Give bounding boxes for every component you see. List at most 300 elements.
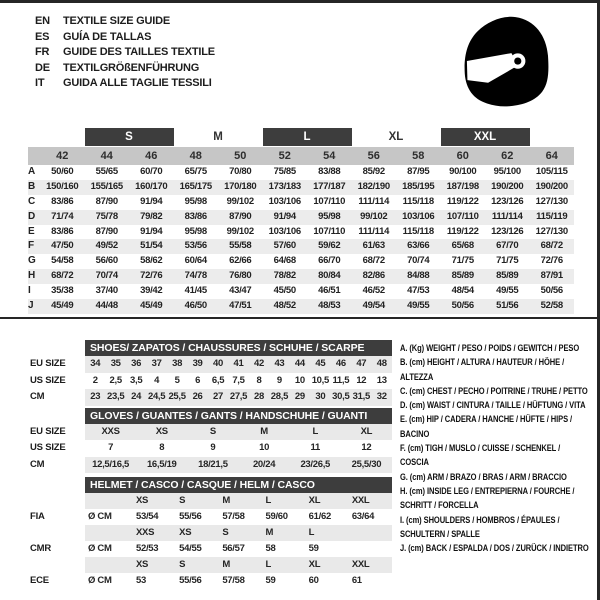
- language-row: [35, 45, 215, 61]
- helmet-size-label: XXL: [351, 495, 370, 506]
- measurement-value: 84/88: [407, 270, 430, 282]
- size-value: 39: [192, 358, 203, 369]
- measurement-value: 99/102: [226, 195, 254, 207]
- measurement-value: 115/118: [402, 225, 434, 237]
- size-value: 12: [361, 442, 372, 453]
- helmet-values: [85, 573, 392, 589]
- size-value: L: [312, 425, 318, 437]
- measurement-value: 173/183: [268, 180, 301, 192]
- legend-item-j: J. (cm) BACK / ESPALDA / DOS / ZURÜCK / INDIETRO: [400, 543, 589, 554]
- measurement-value: 111/114: [358, 195, 390, 207]
- measurement-value: 48/52: [273, 300, 296, 312]
- helmet-size-label: L: [308, 527, 315, 538]
- helmet-size-labels: [85, 557, 392, 573]
- measurement-value: 190/200: [491, 180, 524, 192]
- row-label: EU SIZE: [30, 425, 66, 437]
- helmet-size-label: M: [222, 559, 230, 570]
- measurement-value: 51/54: [140, 240, 163, 252]
- language-title: TEXTILGRÖßENFÜHRUNG: [63, 61, 200, 74]
- helmet-size-value: 52/53: [136, 543, 159, 554]
- measurement-value: 62/66: [229, 255, 252, 267]
- measurement-row-label: H: [28, 270, 36, 282]
- size-value: 11: [310, 442, 320, 453]
- helmet-size-value: 57/58: [222, 575, 245, 586]
- row-label: [30, 525, 85, 541]
- measurement-value: 54/58: [51, 255, 74, 267]
- size-value: 18/21,5: [198, 458, 228, 470]
- measurement-value: 72/76: [140, 270, 163, 282]
- size-value: 42: [253, 358, 264, 369]
- textile-row-b: [28, 180, 574, 195]
- measurement-value: 107/110: [313, 225, 346, 237]
- size-value: 26: [192, 391, 203, 402]
- helmet-size-value: 57/58: [222, 511, 245, 522]
- measurement-value: 95/98: [184, 195, 207, 207]
- measurement-value: 68/72: [51, 270, 74, 282]
- language-row: [35, 76, 215, 92]
- size-value: 23: [90, 391, 101, 402]
- measurement-value: 105/115: [535, 166, 568, 177]
- gloves-table-rows: [30, 424, 392, 474]
- measurement-value: 35/38: [51, 285, 74, 297]
- measurement-value: 78/82: [273, 270, 296, 282]
- measurement-value: 74/78: [184, 270, 207, 282]
- helmet-size-label: XS: [136, 495, 149, 506]
- helmet-size-value: 59: [265, 575, 276, 586]
- helmet-size-value: 55/56: [179, 575, 202, 586]
- measurement-value: 83/86: [51, 195, 74, 207]
- helmet-size-label: XXL: [351, 559, 370, 570]
- textile-row-j: [28, 299, 574, 314]
- measurement-value: 83/86: [51, 225, 74, 237]
- textile-row-i: [28, 284, 574, 299]
- language-code: FR: [35, 46, 50, 58]
- size-value: 43: [274, 358, 285, 369]
- textile-size-groups: [28, 128, 574, 146]
- diameter-unit-label: Ø CM: [88, 511, 112, 522]
- measurement-value: 50/56: [451, 300, 474, 312]
- textile-row-d: [28, 210, 574, 225]
- measurement-value: 79/82: [140, 210, 163, 222]
- size-value: 31,5: [352, 391, 370, 402]
- row-values: [85, 457, 392, 474]
- measurement-value: 99/102: [360, 210, 388, 222]
- helmet-size-label: XS: [136, 559, 149, 570]
- helmet-sizes-row: [30, 493, 392, 509]
- measurement-value: 55/58: [229, 240, 252, 252]
- size-value: 25,5: [168, 391, 186, 402]
- row-values: [85, 424, 392, 441]
- size-group-xxl: XXL: [441, 128, 530, 146]
- measurement-value: 49/54: [362, 300, 385, 312]
- size-value: 24: [131, 391, 142, 402]
- size-value: 28,5: [270, 391, 289, 402]
- language-title-list: [35, 14, 215, 92]
- textile-size-table: [28, 128, 574, 314]
- helmet-size-value: 55/56: [179, 511, 202, 522]
- measurement-value: 49/52: [95, 240, 118, 252]
- measurement-value: 155/165: [90, 180, 123, 192]
- row-label: US SIZE: [30, 442, 66, 453]
- helmet-table-rows: [30, 493, 392, 589]
- helmet-size-value: 61/62: [308, 511, 331, 522]
- measurement-value: 37/40: [95, 285, 118, 297]
- measurement-value: 39/42: [140, 285, 163, 297]
- measurement-value: 48/53: [318, 300, 341, 312]
- measurement-row-label: B: [28, 180, 36, 192]
- size-value: XS: [155, 425, 168, 437]
- size-table-row: [30, 373, 392, 390]
- measurement-value: 182/190: [357, 180, 390, 192]
- measurement-value: 95/98: [318, 210, 341, 222]
- unit-spacer: [85, 557, 133, 573]
- measurement-value: 85/89: [451, 270, 474, 282]
- numeric-size: 44: [100, 150, 113, 162]
- size-value: 12: [356, 374, 367, 386]
- measurement-value: 95/98: [184, 225, 207, 237]
- size-value: 40: [213, 358, 224, 369]
- measurement-row-label: F: [28, 240, 35, 252]
- measurement-value: 177/187: [313, 180, 346, 192]
- helmet-size-label: XL: [308, 559, 321, 570]
- measurement-row-label: E: [28, 225, 35, 237]
- size-value: 23/26,5: [300, 458, 331, 470]
- size-value: 9: [210, 442, 216, 453]
- size-table-row: [30, 356, 392, 373]
- measurement-value: 160/170: [135, 180, 168, 192]
- numeric-size: 48: [189, 150, 202, 162]
- standard-label: CMR: [30, 543, 52, 554]
- size-table-row: [30, 424, 392, 441]
- size-value: 35: [110, 358, 121, 369]
- helmet-sizes-row: [30, 557, 392, 573]
- size-value: XL: [360, 425, 373, 437]
- helmet-table-title: HELMET / CASCO / CASQUE / HELM / CASCO: [85, 477, 392, 493]
- size-value: 8: [256, 374, 262, 386]
- size-value: 30: [315, 391, 326, 402]
- measurement-row-label: J: [28, 300, 34, 312]
- measurement-value: 70/74: [407, 255, 430, 267]
- size-value: 7: [108, 442, 114, 453]
- helmet-size-label: M: [222, 495, 230, 506]
- measurement-value: 107/110: [446, 210, 479, 222]
- textile-row-f: [28, 239, 574, 254]
- measurement-value: 103/106: [268, 195, 301, 207]
- measurement-value: 47/51: [229, 300, 252, 312]
- measurement-value: 45/50: [273, 285, 296, 297]
- measurement-value: 165/175: [179, 180, 212, 192]
- size-value: 24,5: [147, 391, 166, 402]
- measurement-value: 76/80: [229, 270, 252, 282]
- row-label: [30, 493, 85, 509]
- language-row: [35, 14, 215, 30]
- measurement-value: 82/86: [362, 270, 385, 282]
- unit-spacer: [85, 493, 133, 509]
- measurement-value: 123/126: [491, 195, 524, 207]
- helmet-size-value: [349, 541, 392, 557]
- language-title: GUIDA ALLE TAGLIE TESSILI: [63, 77, 212, 89]
- measurement-value: 49/55: [496, 285, 519, 297]
- measurement-value: 127/130: [535, 195, 568, 207]
- measurement-value: 87/90: [95, 225, 118, 237]
- measurement-value: 68/72: [540, 240, 563, 252]
- helmet-size-labels: [85, 525, 392, 541]
- measurement-value: 71/75: [496, 255, 519, 267]
- measurement-value: 72/76: [540, 255, 563, 267]
- row-values: [85, 373, 392, 390]
- measurement-value: 111/114: [358, 225, 390, 237]
- helmet-standard-row: [30, 573, 392, 589]
- textile-row-h: [28, 269, 574, 284]
- accessory-size-tables: [30, 340, 392, 589]
- language-title: GUÍA DE TALLAS: [63, 30, 152, 43]
- legend-item-b: B. (cm) HEIGHT / ALTURA / HAUTEUR / HÖHE / ALTEZZA: [400, 357, 565, 382]
- measurement-value: 48/54: [451, 285, 474, 297]
- measurement-value: 61/63: [362, 240, 385, 252]
- size-value: 16,5/19: [146, 458, 177, 470]
- measurement-value: 65/68: [451, 240, 474, 252]
- numeric-size: 62: [501, 150, 514, 162]
- measurement-row-label: C: [28, 195, 36, 207]
- measurement-value: 99/102: [226, 225, 254, 237]
- helmet-size-value: 53: [136, 575, 146, 586]
- helmet-size-label: [349, 525, 392, 541]
- measurement-value: 115/119: [536, 210, 568, 222]
- standard-label: FIA: [30, 511, 45, 522]
- racing-helmet-icon: [448, 7, 560, 113]
- measurement-value: 80/84: [318, 270, 341, 282]
- size-value: 48: [376, 358, 387, 369]
- row-values: [85, 356, 392, 373]
- numeric-size: 56: [367, 150, 380, 162]
- helmet-size-value: 59: [308, 543, 319, 554]
- size-value: M: [260, 425, 268, 437]
- measurement-value: 83/88: [318, 166, 341, 177]
- measurement-value: 66/70: [318, 255, 341, 267]
- measurement-value: 85/89: [496, 270, 519, 282]
- measurement-value: 43/47: [229, 285, 252, 297]
- helmet-size-label: M: [265, 527, 274, 538]
- size-value: 46: [335, 358, 346, 369]
- measurement-value: 67/70: [496, 240, 519, 252]
- row-label: [30, 557, 85, 573]
- row-label: EU SIZE: [30, 358, 66, 369]
- textile-row-g: [28, 254, 574, 269]
- size-value: 41: [233, 358, 244, 369]
- size-group-xl: XL: [388, 131, 404, 143]
- measurement-value: 52/58: [540, 300, 563, 312]
- measurement-value: 95/100: [493, 166, 521, 177]
- measurement-value: 75/85: [273, 166, 296, 177]
- measurement-value: 46/50: [184, 300, 207, 312]
- helmet-size-value: 60: [308, 575, 319, 586]
- textile-row-e: [28, 225, 574, 240]
- helmet-size-value: 53/54: [136, 511, 159, 522]
- row-values: [85, 389, 392, 406]
- language-code: IT: [35, 77, 45, 89]
- helmet-size-value: 61: [351, 575, 362, 586]
- size-table-row: [30, 457, 392, 474]
- measurement-value: 45/49: [51, 300, 74, 312]
- language-row: [35, 61, 215, 77]
- measurement-value: 47/53: [407, 285, 430, 297]
- measurement-value: 91/94: [273, 210, 296, 222]
- size-value: 36: [131, 358, 142, 369]
- measurement-value: 46/51: [318, 285, 341, 297]
- size-group-l: L: [263, 128, 352, 146]
- measurement-value: 45/49: [140, 300, 163, 312]
- size-value: 23,5: [107, 391, 125, 402]
- language-title: GUIDE DES TAILLES TEXTILE: [63, 46, 215, 58]
- helmet-values: [85, 541, 392, 557]
- size-group-m: M: [213, 131, 223, 143]
- language-title: TEXTILE SIZE GUIDE: [63, 15, 171, 27]
- language-row: [35, 30, 215, 46]
- measurement-value: 87/95: [407, 166, 430, 177]
- size-value: 10: [294, 374, 305, 386]
- numeric-size: 52: [278, 150, 291, 162]
- measurement-value: 58/62: [140, 255, 163, 267]
- measurement-row-label: A: [28, 166, 36, 177]
- textile-numeric-sizes: [28, 147, 574, 165]
- size-value: 30,5: [332, 391, 350, 402]
- size-value: 5: [174, 374, 180, 386]
- measurement-value: 47/50: [51, 240, 74, 252]
- measurement-value: 60/70: [140, 166, 163, 177]
- measurement-value: 55/65: [95, 166, 118, 177]
- textile-row-a: [28, 165, 574, 180]
- standard-label: ECE: [30, 575, 49, 586]
- numeric-size: 42: [56, 150, 69, 162]
- helmet-size-labels: [85, 493, 392, 509]
- measurement-value: 53/56: [184, 240, 207, 252]
- size-value: 44: [294, 358, 305, 369]
- helmet-size-label: XS: [179, 527, 192, 538]
- size-value: 10: [259, 442, 270, 453]
- size-value: 2: [92, 374, 98, 386]
- size-value: 29: [294, 391, 305, 402]
- size-value: 10,5: [311, 374, 329, 386]
- helmet-size-value: 56/57: [222, 543, 245, 554]
- measurement-row-label: I: [28, 285, 31, 297]
- size-value: 37: [151, 358, 162, 369]
- section-divider: [0, 317, 600, 319]
- measurement-value: 41/45: [184, 285, 207, 297]
- size-group-s: S: [85, 128, 174, 146]
- unit-spacer: [85, 525, 133, 541]
- measurement-value: 56/60: [95, 255, 118, 267]
- size-value: 7,5: [232, 374, 245, 386]
- textile-row-c: [28, 195, 574, 210]
- numeric-size: 60: [456, 150, 469, 162]
- measurement-value: 70/80: [229, 166, 252, 177]
- measurement-value: 103/106: [268, 225, 301, 237]
- measurement-row-label: G: [28, 255, 36, 267]
- measurement-value: 85/92: [362, 166, 385, 177]
- legend-item-a: A. (Kg) WEIGHT / PESO / POIDS / GEWITCH / PESO: [400, 343, 580, 353]
- language-code: ES: [35, 30, 50, 43]
- helmet-size-label: L: [265, 559, 272, 570]
- measurement-value: 70/74: [95, 270, 118, 282]
- helmet-size-label: S: [222, 527, 229, 538]
- size-value: 27: [213, 391, 224, 402]
- size-value: 9: [276, 374, 282, 386]
- measurement-value: 68/72: [362, 255, 385, 267]
- measurement-value: 83/86: [184, 210, 207, 222]
- measurement-value: 46/52: [362, 285, 385, 297]
- helmet-size-label: XXS: [136, 527, 155, 538]
- size-value: 4: [154, 374, 160, 386]
- diameter-unit-label: Ø CM: [88, 543, 112, 554]
- corner-cell: [28, 147, 40, 165]
- measurement-value: 49/55: [407, 300, 430, 312]
- measurement-value: 65/75: [184, 166, 207, 177]
- shoes-table-title: SHOES/ ZAPATOS / CHAUSSURES / SCHUHE / SCARPE: [85, 340, 392, 356]
- measurement-value: 87/90: [229, 210, 252, 222]
- measurement-value: 50/60: [51, 166, 74, 177]
- measurement-value: 57/60: [273, 240, 296, 252]
- numeric-size: 54: [323, 150, 336, 162]
- measurement-value: 119/122: [446, 195, 479, 207]
- helmet-size-value: 59/60: [265, 511, 288, 522]
- measurement-value: 87/91: [540, 270, 563, 282]
- shoes-table-rows: [30, 356, 392, 406]
- measurement-value: 127/130: [535, 225, 568, 237]
- size-table-row: [30, 389, 392, 406]
- row-label: CM: [30, 391, 45, 402]
- size-value: 27,5: [229, 391, 248, 402]
- measurement-value: 87/90: [95, 195, 118, 207]
- textile-table-body: [28, 165, 574, 314]
- size-value: 13: [376, 374, 387, 386]
- size-value: 12,5/16,5: [92, 458, 130, 470]
- size-value: 6: [195, 374, 201, 386]
- measurement-legend: [400, 341, 590, 555]
- size-value: 25,5/30: [351, 458, 382, 470]
- language-code: EN: [35, 15, 50, 27]
- measurement-row-label: D: [28, 210, 36, 222]
- helmet-size-label: XL: [308, 495, 321, 506]
- measurement-value: 44/48: [95, 300, 118, 312]
- measurement-value: 59/62: [318, 240, 341, 252]
- helmet-size-label: L: [265, 495, 272, 506]
- measurement-value: 187/198: [446, 180, 479, 192]
- size-value: 6,5: [211, 374, 225, 386]
- legend-item-e: E. (cm) HIP / CADERA / HANCHE / HÜFTE / HIPS / BACINO: [400, 414, 573, 439]
- size-value: 45: [315, 358, 326, 369]
- size-value: 3,5: [130, 374, 143, 386]
- helmet-size-label: S: [179, 495, 186, 506]
- row-values: [85, 440, 392, 457]
- row-label: US SIZE: [30, 374, 66, 386]
- size-value: 8: [159, 442, 165, 453]
- measurement-value: 107/110: [313, 195, 346, 207]
- helmet-size-label: S: [179, 559, 186, 570]
- legend-item-d: D. (cm) WAIST / CINTURA / TAILLE / HÜFTUNG / VITA: [400, 400, 586, 411]
- size-value: 32: [376, 391, 387, 402]
- measurement-value: 51/56: [496, 300, 519, 312]
- measurement-value: 64/68: [273, 255, 296, 267]
- measurement-value: 71/74: [51, 210, 74, 222]
- helmet-sizes-row: [30, 525, 392, 541]
- language-code: DE: [35, 61, 50, 74]
- legend-item-i: I. (cm) SHOULDERS / HOMBROS / ÉPAULES / SCHULTERN / SPALLE: [400, 514, 560, 539]
- measurement-value: 190/200: [535, 180, 568, 192]
- numeric-size: 58: [412, 150, 425, 162]
- measurement-value: 90/100: [449, 166, 477, 177]
- size-value: 47: [356, 358, 367, 369]
- helmet-size-value: 63/64: [351, 511, 375, 522]
